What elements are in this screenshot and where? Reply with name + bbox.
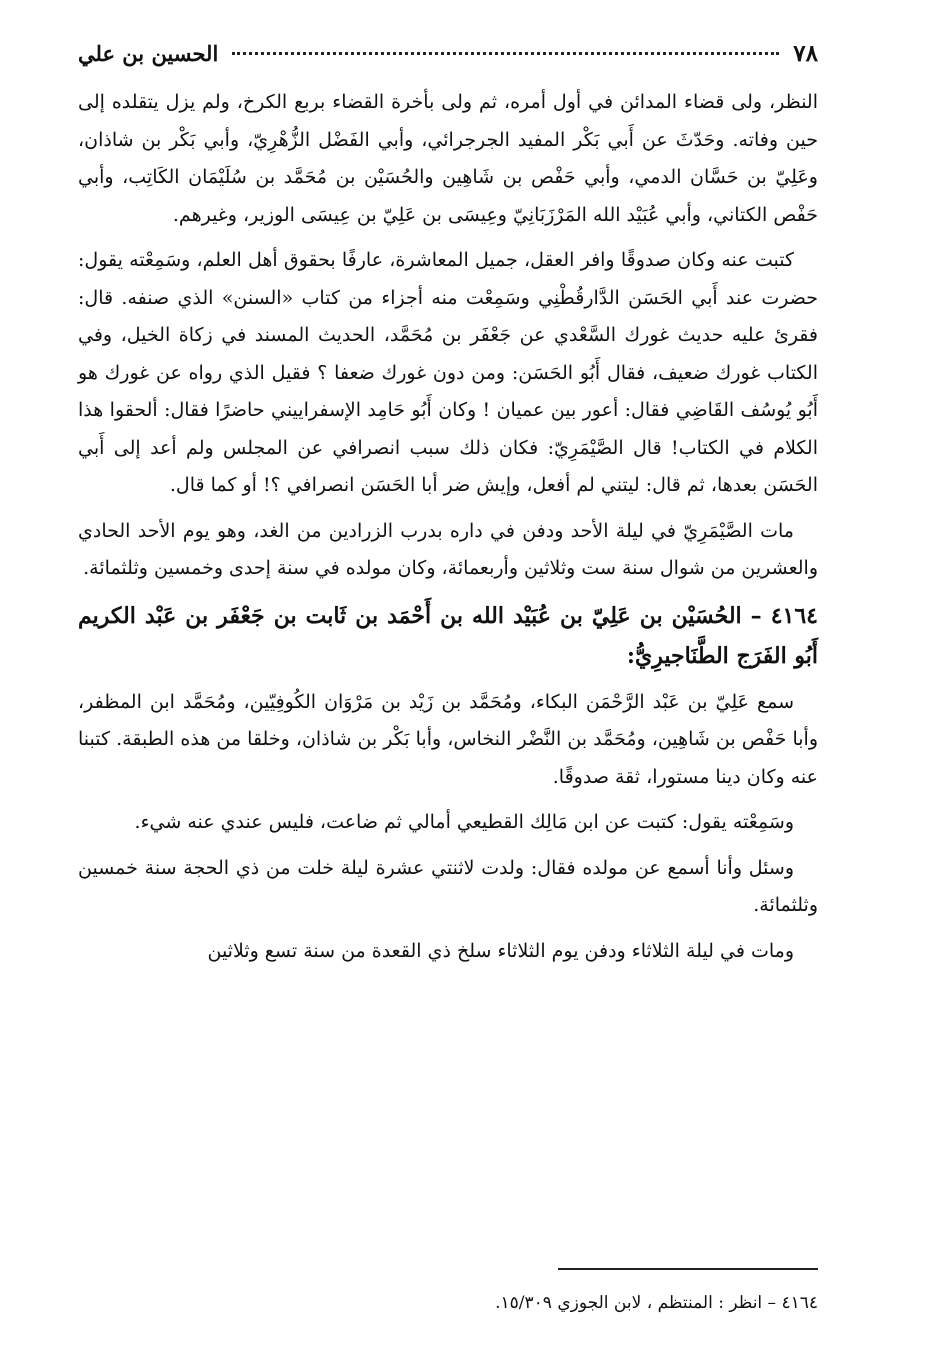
page-body xyxy=(78,40,818,978)
page-number: ٧٨ xyxy=(793,40,818,67)
entry-paragraph-1: سمع عَلِيّ بن عَبْد الرَّحْمَن البكاء، ومُحَمَّد بن زَيْد بن مَرْوَان الكُوفِيّين، ومُحَمَّد ابن المظفر، وأبا حَفْص بن شَاهِين، ومُحَمَّد بن النَّضْر النخاس، وأبا بَكْر بن شاذان، وخلقا من هذه الطبقة. كتبنا عنه وكان دينا مستورا، ثقة صدوقًا. xyxy=(78,690,818,788)
entry-paragraph-3: وسئل وأنا أسمع عن مولده فقال: ولدت لاثنتي عشرة ليلة خلت من ذي الحجة سنة خمسين وثلثمائة. xyxy=(78,856,818,916)
footnote: ٤١٦٤ – انظر : المنتظم ، لابن الجوزي ١٥/٣٠٩. xyxy=(495,1293,818,1313)
entry-heading: ٤١٦٤ – الحُسَيْن بن عَلِيّ بن عُبَيْد الله بن أَحْمَد بن ثَابت بن جَعْفَر بن عَبْد الكريم أَبُو الفَرَج الطَّنَاجيرِيُّ: xyxy=(78,602,818,669)
paragraph-2: كتبت عنه وكان صدوقًا وافر العقل، جميل المعاشرة، عارفًا بحقوق أهل العلم، وسَمِعْته يقول: حضرت عند أَبي الحَسَن الدَّارقُطْنِي وسَمِعْت منه أجزاء من كتاب «السنن» الذي صنفه. قال: فقرئ عليه حديث غورك السَّعْدي عن جَعْفَر بن مُحَمَّد، الحديث المسند في زكاة الخيل، وفي الكتاب غورك ضعيف، فقال أَبُو الحَسَن: ومن دون غورك ضعفا ؟ فقيل الذي رواه عن غورك هو أَبُو يُوسُف القَاضِي فقال: أعور بين عميان ! وكان أَبُو حَامِد الإسفراييني حاضرًا فقال: ألحقوا هذا الكلام في الكتاب! قال الصَّيْمَرِيّ: فكان ذلك سبب انصرافي عن المجلس ولم أعد إلى أَبي الحَسَن بعدها، ثم قال: ليتني لم أفعل، وإيش ضر أبا الحَسَن انصرافي ؟! أو كما قال. xyxy=(78,249,818,496)
header-leader-dots xyxy=(232,52,779,55)
entry-paragraph-4: ومات في ليلة الثلاثاء ودفن يوم الثلاثاء سلخ ذي القعدة من سنة تسع وثلاثين xyxy=(207,939,794,962)
entry-paragraph-2: وسَمِعْته يقول: كتبت عن ابن مَالِك القطيعي أمالي ثم ضاعت، فليس عندي عنه شيء. xyxy=(134,811,794,833)
paragraph-3: مات الصَّيْمَرِيّ في ليلة الأحد ودفن في داره بدرب الزرادين من الغد، وهو يوم الأحد الحادي والعشرين من شوال سنة ست وثلاثين وأربعمائة، وكان مولده في سنة إحدى وخمسين وثلثمائة. xyxy=(78,519,818,579)
footnote-divider xyxy=(558,1268,818,1270)
running-header xyxy=(78,40,818,84)
running-title: الحسين بن علي xyxy=(78,41,219,66)
paragraph-1: النظر، ولى قضاء المدائن في أول أمره، ثم ولى بأخرة القضاء بربع الكرخ، ولم يزل يتقلده إلى حين وفاته. وحَدّثَ عن أَبي بَكْر المفيد الجرجرائي، وأبي الفَضْل الزُّهْرِيّ، وأبي بَكْر بن شاذان، وعَلِيّ بن حَسَّان الدمي، وأبي حَفْص بن شَاهِين والحُسَيْن بن مُحَمَّد بن سُلَيْمَان الكَاتِب، وأبي حَفْص الكتاني، وأبي عُبَيْد الله المَرْزَبَانِيّ وعِيسَى بن عَلِيّ بن عِيسَى الوزير، وغيرهم. xyxy=(78,91,818,226)
